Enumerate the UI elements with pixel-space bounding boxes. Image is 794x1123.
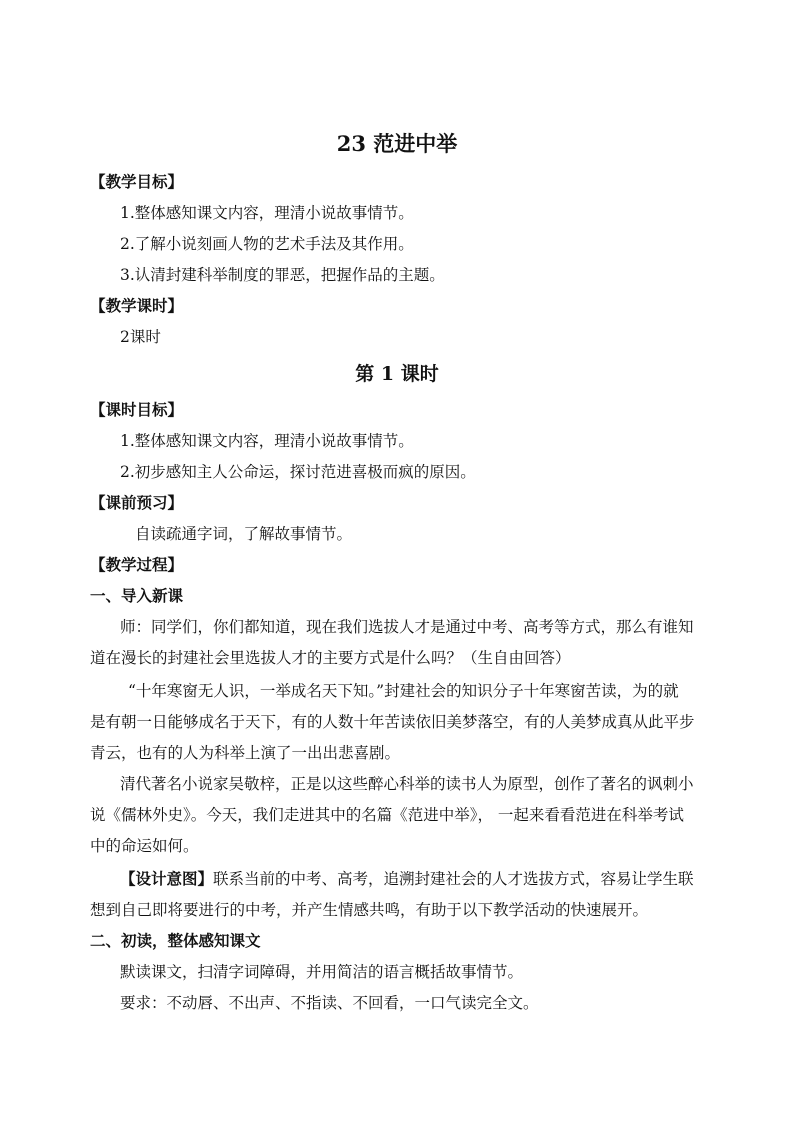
- paragraph-line: 要求：不动唇、不出声、不指读、不回看，一口气读完全文。: [120, 994, 539, 1012]
- paragraph-line: 想到自己即将要进行的中考，并产生情感共鸣，有助于以下教学活动的快速展开。: [90, 901, 649, 919]
- design-intent-label: 【设计意图】: [120, 869, 214, 888]
- hours-heading: 【教学课时】: [90, 296, 184, 315]
- paragraph-line: “十年寒窗无人识，一举成名天下知。”封建社会的知识分子十年寒窗苦读，为的就: [128, 682, 679, 700]
- preview-text: 自读疏通字词，了解故事情节。: [135, 525, 353, 543]
- goals-heading: 【课时目标】: [90, 400, 184, 419]
- part2-heading: 二、初读，整体感知课文: [90, 931, 261, 950]
- hours-value: 2课时: [120, 328, 161, 346]
- paragraph-line: 清代著名小说家吴敬梓，正是以这些醉心科举的读书人为原型，创作了著名的讽刺小: [120, 775, 694, 793]
- design-intent-text: 联系当前的中考、高考，追溯封建社会的人才选拔方式，容易让学生联: [213, 870, 694, 888]
- goal-item: 2.初步感知主人公命运，探讨范进喜极而疯的原因。: [120, 463, 476, 481]
- lesson-title: 第 1 课时: [355, 363, 439, 385]
- preview-heading: 【课前预习】: [90, 493, 184, 512]
- paragraph-line: 默读课文，扫清字词障碍，并用简洁的语言概括故事情节。: [120, 963, 524, 981]
- page-title: 23 范进中举: [336, 131, 458, 156]
- objective-item: 3.认清封建科举制度的罪恶，把握作品的主题。: [120, 266, 445, 284]
- paragraph-line: 道在漫长的封建社会里选拔人才的主要方式是什么吗？（生自由回答）: [90, 649, 571, 667]
- part1-heading: 一、导入新课: [90, 586, 184, 605]
- process-heading: 【教学过程】: [90, 555, 184, 574]
- design-intent-line: [120, 868, 704, 890]
- objectives-heading: 【教学目标】: [90, 172, 184, 191]
- paragraph-line: 中的命运如何。: [90, 837, 199, 855]
- paragraph-line: 说《儒林外史》。今天，我们走进其中的名篇《范进中举》， 一起来看看范进在科举考试: [90, 806, 684, 824]
- goal-item: 1.整体感知课文内容，理清小说故事情节。: [120, 432, 414, 450]
- objective-item: 1.整体感知课文内容，理清小说故事情节。: [120, 204, 414, 222]
- objective-item: 2.了解小说刻画人物的艺术手法及其作用。: [120, 235, 414, 253]
- paragraph-line: 师：同学们，你们都知道，现在我们选拔人才是通过中考、高考等方式，那么有谁知: [120, 618, 694, 636]
- paragraph-line: 青云，也有的人为科举上演了一出出悲喜剧。: [90, 744, 401, 762]
- paragraph-line: 是有朝一日能够成名于天下，有的人数十年苦读依旧美梦落空，有的人美梦成真从此平步: [90, 713, 695, 731]
